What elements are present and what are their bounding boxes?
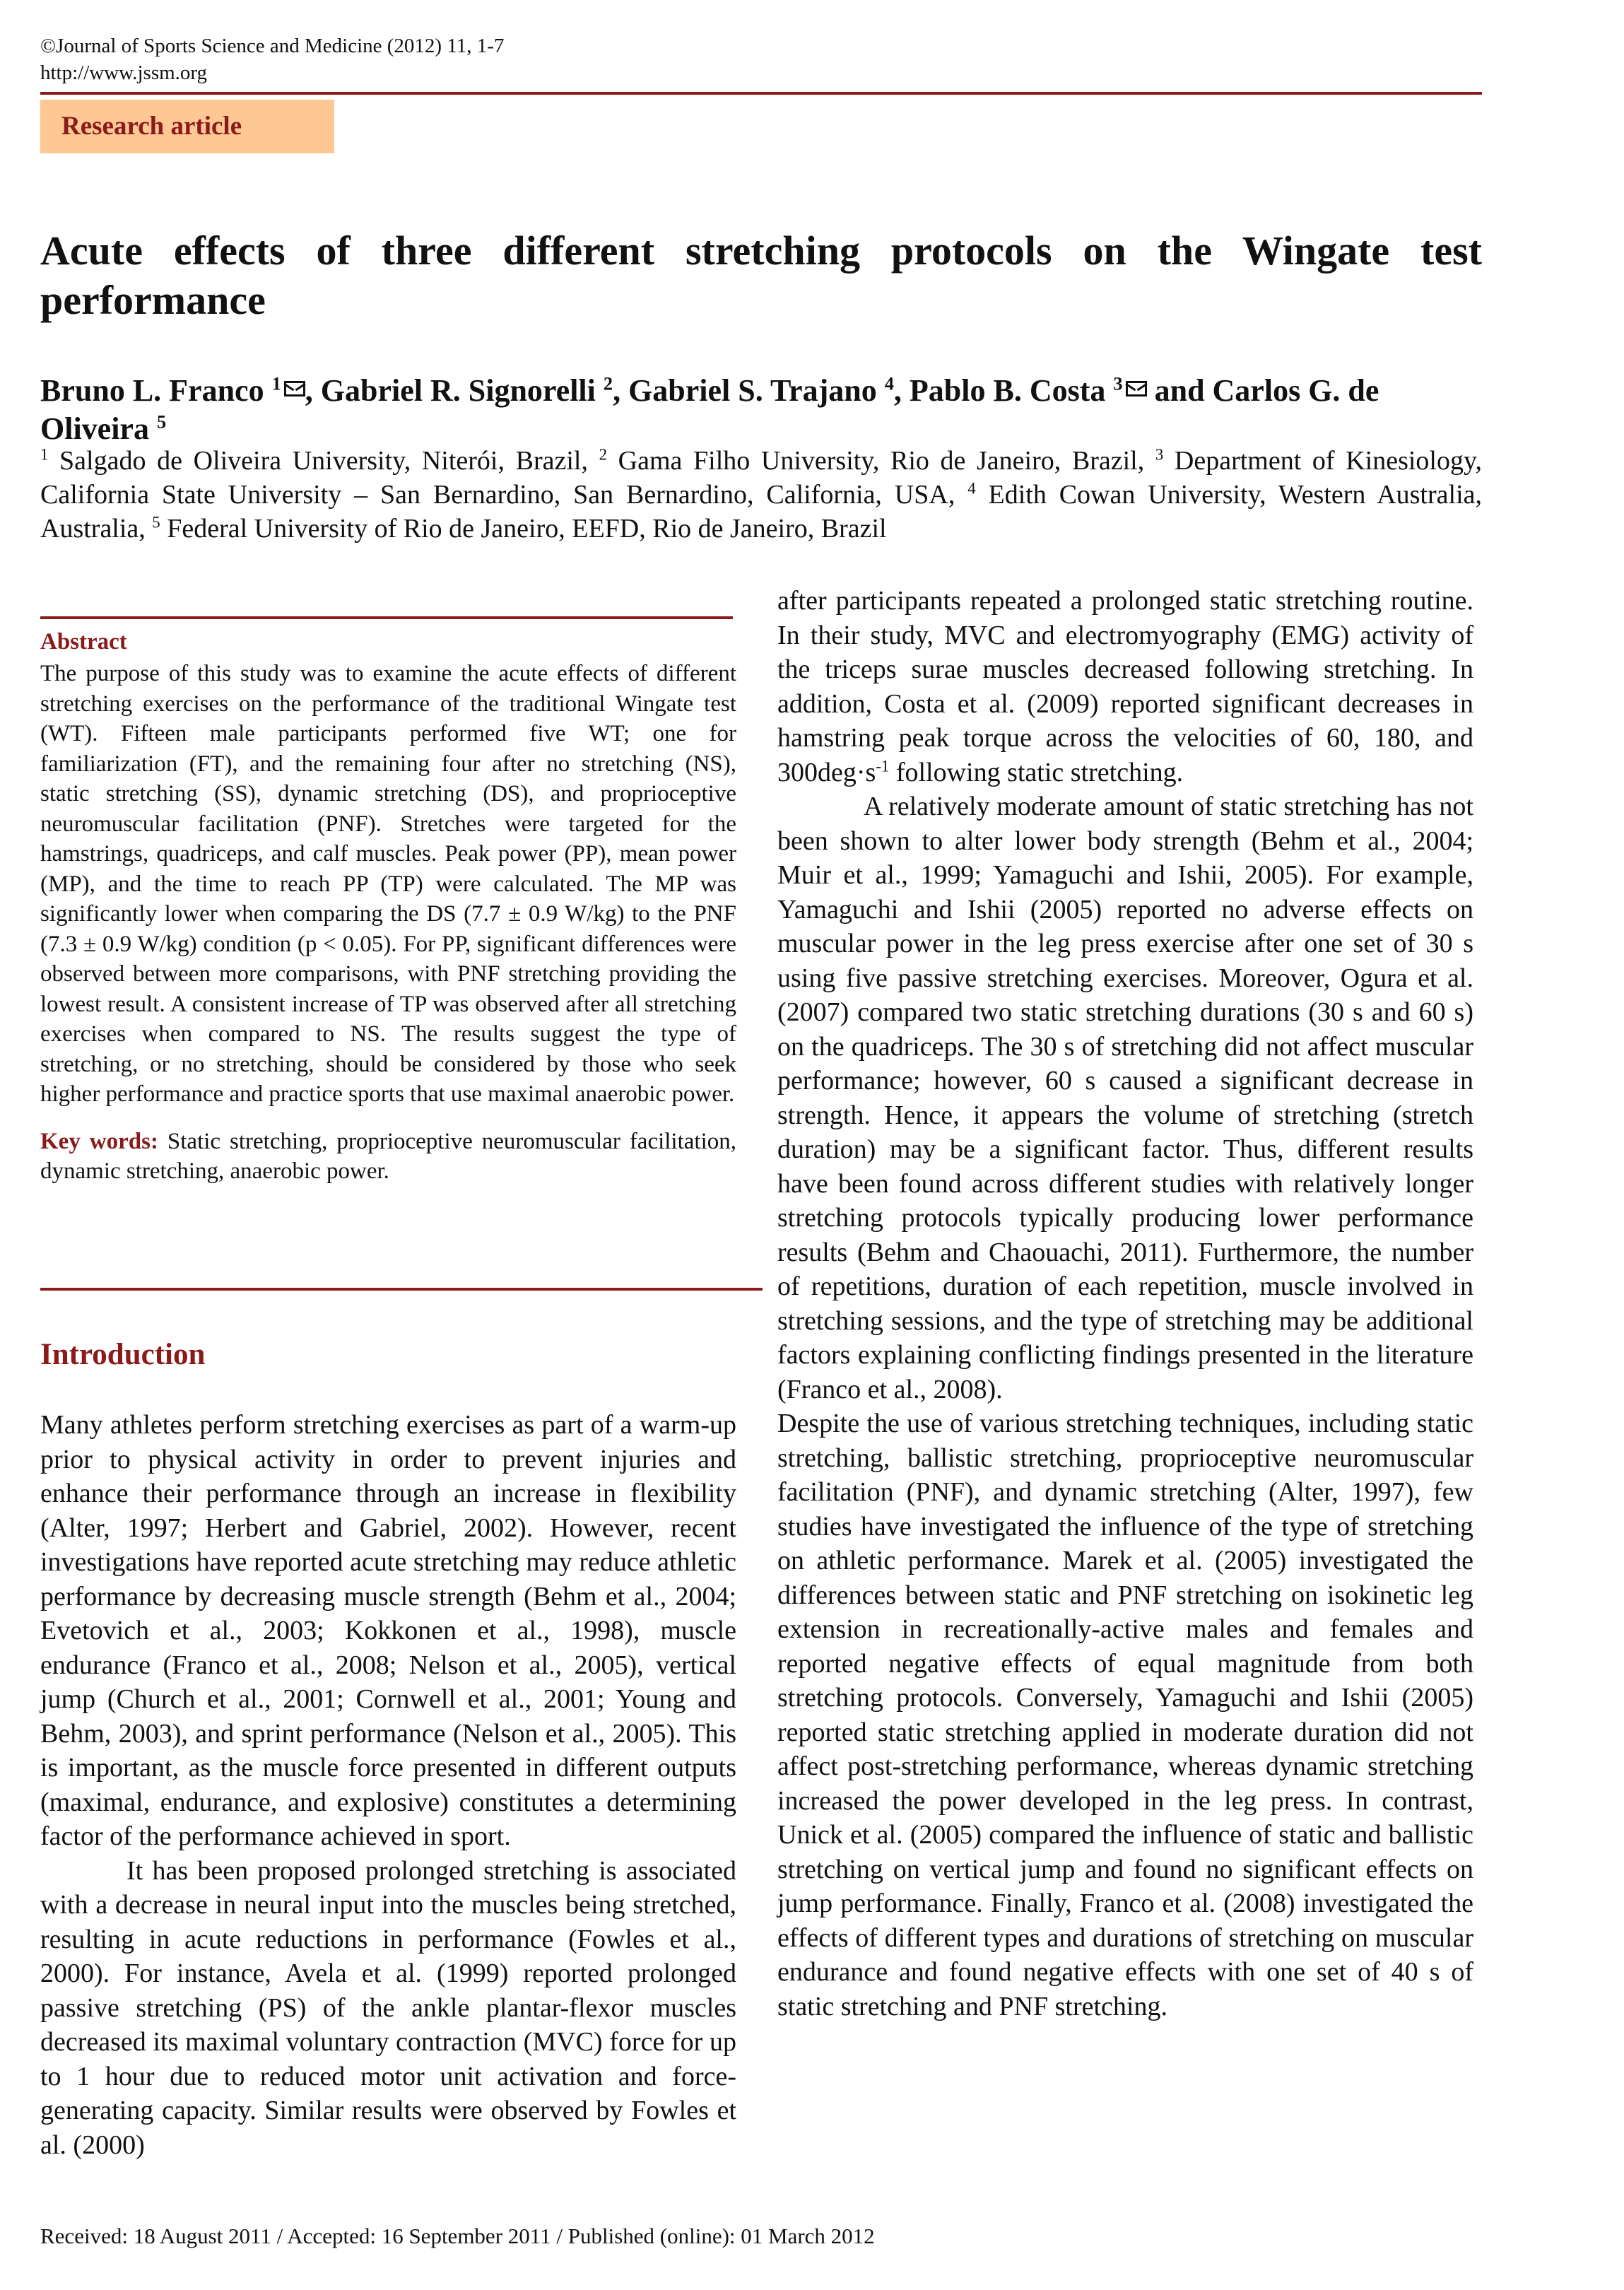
author-name: Bruno L. Franco [40, 373, 272, 408]
author-name: , Pablo B. Costa [893, 373, 1114, 408]
journal-url[interactable]: http://www.jssm.org [40, 61, 208, 84]
left-column-body [40, 1336, 736, 2162]
keywords: Key words: Static stretching, proprioceptive neuromuscular facilitation, dynamic stretching, anaerobic power. [40, 1128, 737, 1184]
author-name: , Gabriel S. Trajano [613, 373, 885, 408]
abstract-text: The purpose of this study was to examine the acute effects of different stretching exercises on the performance of the traditional Wingate test (WT). Fifteen male participants performed five WT; one for familiarization (FT), and the remaining four after no stretching (NS), static stretching (SS), dynamic stretching (DS), and proprioceptive neuromuscular facilitation (PNF). Stretches were targeted for the hamstrings, quadriceps, and calf muscles. Peak power (PP), mean power (MP), and the time to reach PP (TP) were calculated. The MP was significantly lower when comparing the DS (7.7 ± 0.9 W/kg) to the PNF (7.3 ± 0.9 W/kg) condition (p < 0.05). For PP, significant differences were observed between more comparisons, with PNF stretching providing the lowest result. A consistent increase of TP was observed after all stretching exercises when compared to NS. The results suggest the type of stretching, or no stretching, should be considered by those who seek higher performance and practice sports that use maximal anaerobic power. [40, 661, 736, 1107]
right-column-body [777, 584, 1473, 2024]
paragraph: Many athletes perform stretching exercises as part of a warm-up prior to physical activity in order to prevent injuries and enhance their performance through an increase in flexibility (Alter, 1997; Herbert and Gabriel, 2002). However, recent investigations have reported acute stretching may reduce athletic performance by decreasing muscle strength (Behm et al., 2004; Evetovich et al., 2003; Kokkonen et al., 1998), muscle endurance (Franco et al., 2008; Nelson et al., 2005), vertical jump (Church et al., 2001; Cornwell et al., 2001; Young and Behm, 2003), and sprint performance (Nelson et al., 2005). This is important, as the muscle force presented in different outputs (maximal, endurance, and explosive) constitutes a determining factor of the performance achieved in sport. [40, 1410, 736, 1851]
article-type-badge: Research article [40, 100, 334, 153]
journal-citation: ©Journal of Sports Science and Medicine (2012) 11, 1-7 [40, 35, 505, 57]
received-dates: Received: 18 August 2011 / Accepted: 16 September 2011 / Published (online): 01 March 2012 [40, 2224, 875, 2248]
email-icon[interactable] [284, 381, 305, 397]
abstract-bottom-rule [40, 1288, 763, 1291]
abstract-block [40, 628, 736, 1187]
abstract-heading: Abstract [40, 629, 127, 654]
running-header [40, 33, 504, 86]
paragraph: It has been proposed prolonged stretching is associated with a decrease in neural input into the muscles being stretched, resulting in acute reductions in performance (Fowles et al., 2000). For instance, Avela et al. (1999) reported prolonged passive stretching (PS) of the ankle plantar-flexor muscles decreased its maximal voluntary contraction (MVC) force for up to 1 hour due to reduced motor unit activation and force-generating capacity. Similar results were observed by Fowles et al. (2000) [40, 1855, 736, 2160]
paragraph: after participants repeated a prolonged static stretching routine. In their study, MVC and electromyography (EMG) activity of the triceps surae muscles decreased following stretching. In addition, Costa et al. (2009) reported significant decreases in hamstring peak torque across the velocities of 60, 180, and $300deg\cdot s^{-1}$ following static stretching. [777, 586, 1473, 787]
email-icon[interactable] [1126, 381, 1147, 397]
section-heading-introduction: Introduction [40, 1338, 206, 1371]
paragraph: Despite the use of various stretching techniques, including static stretching, ballistic stretching, proprioceptive neuromuscular facilitation (PNF), and dynamic stretching (Alter, 1997), few studies have investigated the influence of the type of stretching on athletic performance. Marek et al. (2005) investigated the differences between static and PNF stretching on isokinetic leg extension in recreationally-active males and females and reported negative effects of equal magnitude from both stretching protocols. Conversely, Yamaguchi and Ishii (2005) reported static stretching applied in moderate duration did not affect post-stretching performance, whereas dynamic stretching increased the power developed in the leg press. In contrast, Unick et al. (2005) compared the influence of static and ballistic stretching on vertical jump and found no significant effects on jump performance. Finally, Franco et al. (2008) investigated the effects of different types and durations of stretching on muscular endurance and found negative effects with one set of 40 s of static stretching and PNF stretching. [777, 1409, 1473, 2021]
paragraph: A relatively moderate amount of static stretching has not been shown to alter lower body strength (Behm et al., 2004; Muir et al., 1999; Yamaguchi and Ishii, 2005). For example, Yamaguchi and Ishii (2005) reported no adverse effects on muscular power in the leg press exercise after one set of 30 s using five passive stretching exercises. Moreover, Ogura et al. (2007) compared two static stretching durations (30 s and 60 s) on the quadriceps. The 30 s of stretching did not affect muscular performance; however, 60 s caused a significant decrease in strength. Hence, it appears the volume of stretching (stretch duration) may be a significant factor. Thus, different results have been found across different studies with relatively longer stretching protocols typically producing lower performance results (Behm and Chaouachi, 2011). Furthermore, the number of repetitions, duration of each repetition, muscle involved in stretching sessions, and the type of stretching may be additional factors explaining conflicting findings presented in the literature (Franco et al., 2008). [777, 792, 1473, 1404]
affiliations: $^1$ Salgado de Oliveira University, Niterói, Brazil, $^2$ Gama Filho University, Rio de Janeiro, Brazil, $^3$ Department of Kinesiology, California State University – San Bernardino, San Bernardino, California, USA, $^4$ Edith Cowan University, Western Australia, Australia, $^5$ Federal University of Rio de Janeiro, EEFD, Rio de Janeiro, Brazil [40, 445, 1483, 544]
author-list: Bruno L. Franco $^1$ , Gabriel R. Signorelli $^2$, Gabriel S. Trajano $^4$, Pablo B. Costa $^3$ and Carlos G. de Oliveira $^5$ [40, 372, 1379, 446]
author-name: , Gabriel R. Signorelli [305, 373, 604, 408]
abstract-top-rule [40, 616, 733, 619]
keywords-label: Key words: [40, 1128, 158, 1154]
header-rule [40, 92, 1482, 95]
author-name: and Carlos G. de Oliveira [40, 373, 1379, 446]
paper-title: Acute effects of three different stretching protocols on the Wingate test performance [40, 228, 1482, 323]
